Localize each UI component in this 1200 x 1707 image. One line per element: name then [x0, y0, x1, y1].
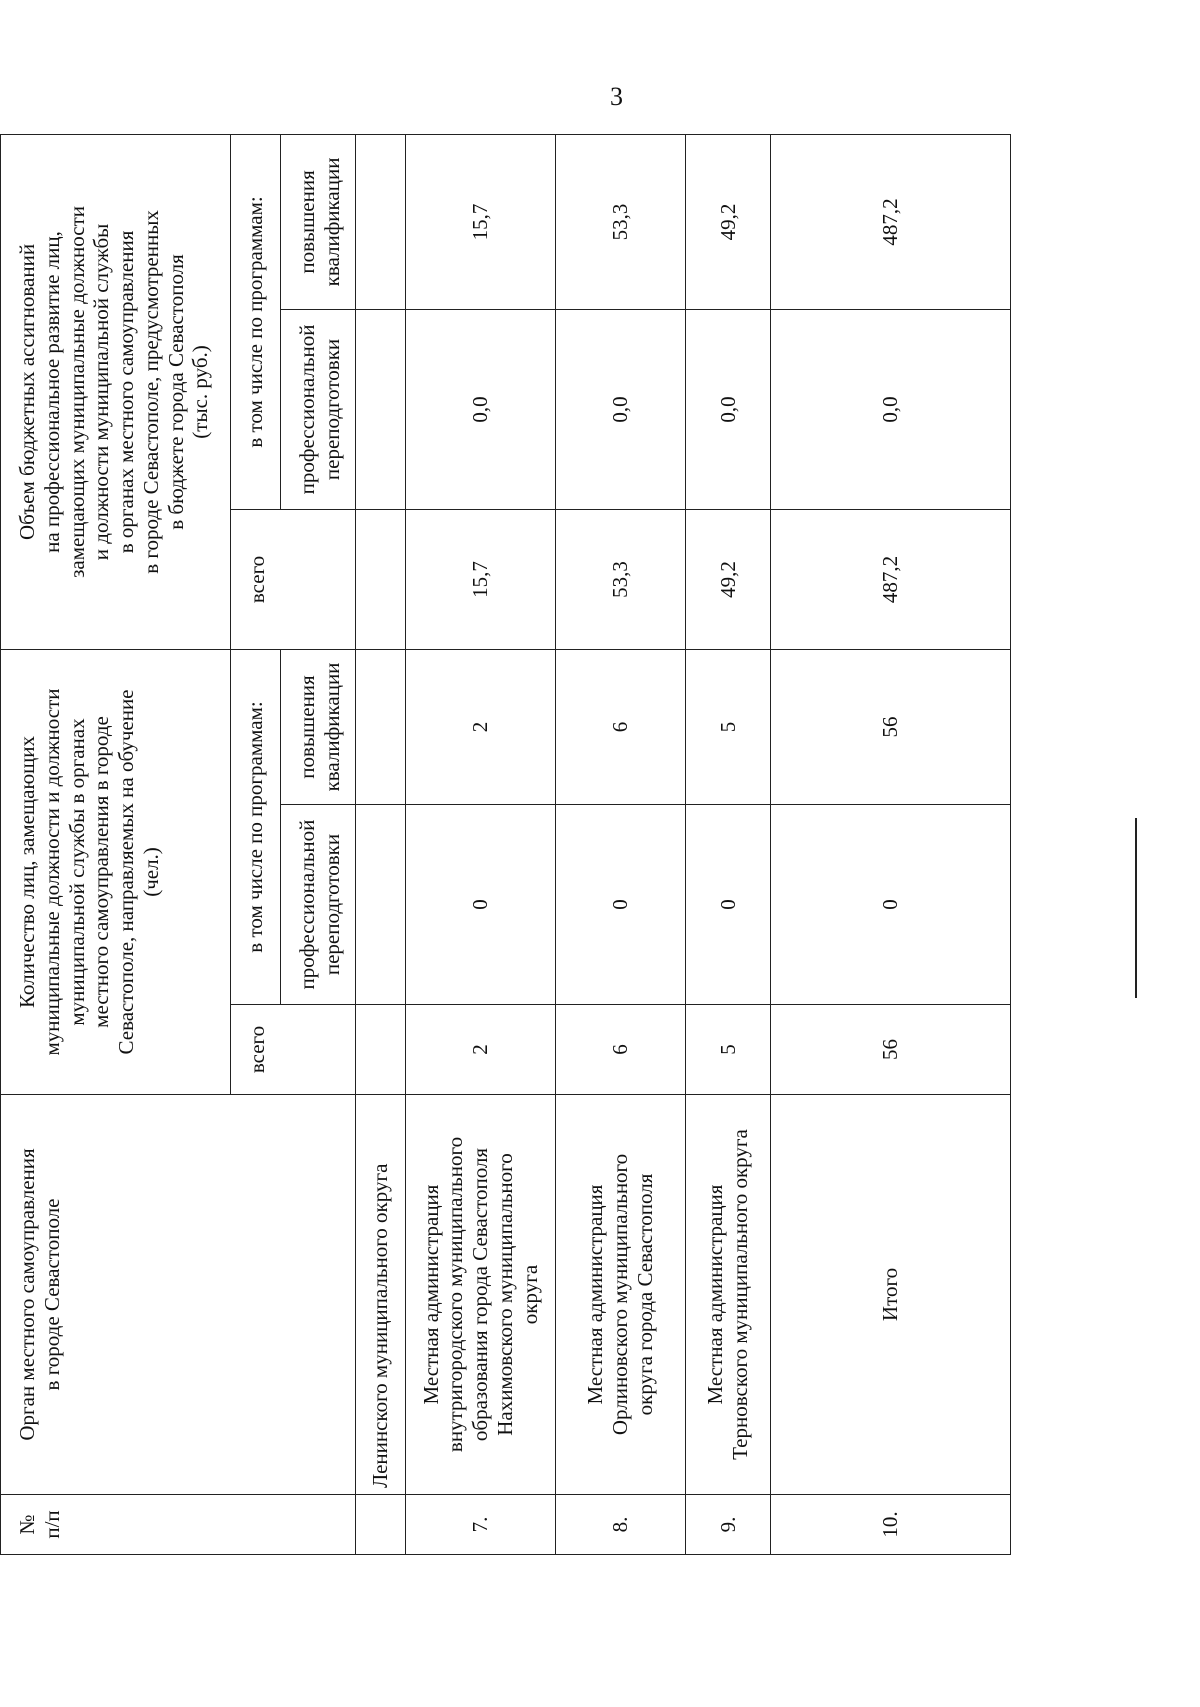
row-organ: Местная администрация Терновского муниципального округа: [686, 1095, 771, 1495]
row-count-retraining: 0: [771, 805, 1011, 1005]
header-organ: Орган местного самоуправления в городе Севастополе: [1, 1095, 356, 1495]
row-count-total: 2: [406, 1005, 556, 1095]
row-budget-qualification: 49,2: [686, 134, 771, 309]
row-budget-total: 487,2: [771, 509, 1011, 649]
header-count: Количество лиц, замещающих муниципальные должности и должности муниципальной службы в органах местного самоуправления в городе Севастополе, направляемых на обучение (чел.): [1, 649, 231, 1094]
header-budget: Объем бюджетных ассигнований на профессиональное развитие лиц, замещающих муниципальные должности и должности муниципальной службы в органах местного самоуправления в городе Севастополе, предусмотренных в бюджете города Севастополя (тыс. руб.): [1, 134, 231, 649]
row-budget-qualification: 53,3: [556, 134, 686, 309]
table-row: [406, 134, 556, 1554]
row-budget-total: 53,3: [556, 509, 686, 649]
separator-line: [1135, 818, 1137, 998]
row-budget-qualification: 15,7: [406, 134, 556, 309]
continuation-organ: Ленинского муниципального округа: [356, 1095, 406, 1495]
row-organ: Итого: [771, 1095, 1011, 1495]
row-count-retraining: 0: [556, 805, 686, 1005]
row-budget-retraining: 0,0: [406, 309, 556, 509]
header-count-incl: в том числе по программам:: [231, 649, 281, 1004]
header-budget-total: всего: [231, 509, 356, 649]
row-count-total: 6: [556, 1005, 686, 1095]
row-budget-qualification: 487,2: [771, 134, 1011, 309]
table-row: [686, 134, 771, 1554]
row-num: 10.: [771, 1495, 1011, 1555]
row-num: 7.: [406, 1495, 556, 1555]
header-budget-qualification: повышения квалификации: [281, 134, 356, 309]
header-count-retraining: профессиональной переподготовки: [281, 805, 356, 1005]
header-num: № п/п: [1, 1495, 356, 1555]
row-budget-total: 15,7: [406, 509, 556, 649]
row-count-total: 56: [771, 1005, 1011, 1095]
row-count-qualification: 2: [406, 649, 556, 804]
budget-table: [0, 134, 1011, 1555]
header-budget-retraining: профессиональной переподготовки: [281, 309, 356, 509]
row-num: 9.: [686, 1495, 771, 1555]
row-organ: Местная администрация Орлиновского муниципального округа города Севастополя: [556, 1095, 686, 1495]
row-budget-retraining: 0,0: [556, 309, 686, 509]
row-budget-retraining: 0,0: [771, 309, 1011, 509]
header-count-total: всего: [231, 1005, 356, 1095]
table-row-total: [771, 134, 1011, 1554]
row-count-qualification: 5: [686, 649, 771, 804]
row-count-total: 5: [686, 1005, 771, 1095]
row-organ: Местная администрация внутригородского муниципального образования города Севастополя Нахимовского муниципального округа: [406, 1095, 556, 1495]
header-budget-incl: в том числе по программам:: [231, 134, 281, 509]
row-count-qualification: 6: [556, 649, 686, 804]
row-count-qualification: 56: [771, 649, 1011, 804]
header-count-qualification: повышения квалификации: [281, 649, 356, 804]
table-row: [556, 134, 686, 1554]
row-count-retraining: 0: [686, 805, 771, 1005]
row-num: 8.: [556, 1495, 686, 1555]
row-budget-total: 49,2: [686, 509, 771, 649]
row-count-retraining: 0: [406, 805, 556, 1005]
page-number: 3: [610, 82, 623, 111]
row-budget-retraining: 0,0: [686, 309, 771, 509]
continuation-num: [356, 1495, 406, 1555]
rotated-table-container: [0, 135, 1010, 1555]
